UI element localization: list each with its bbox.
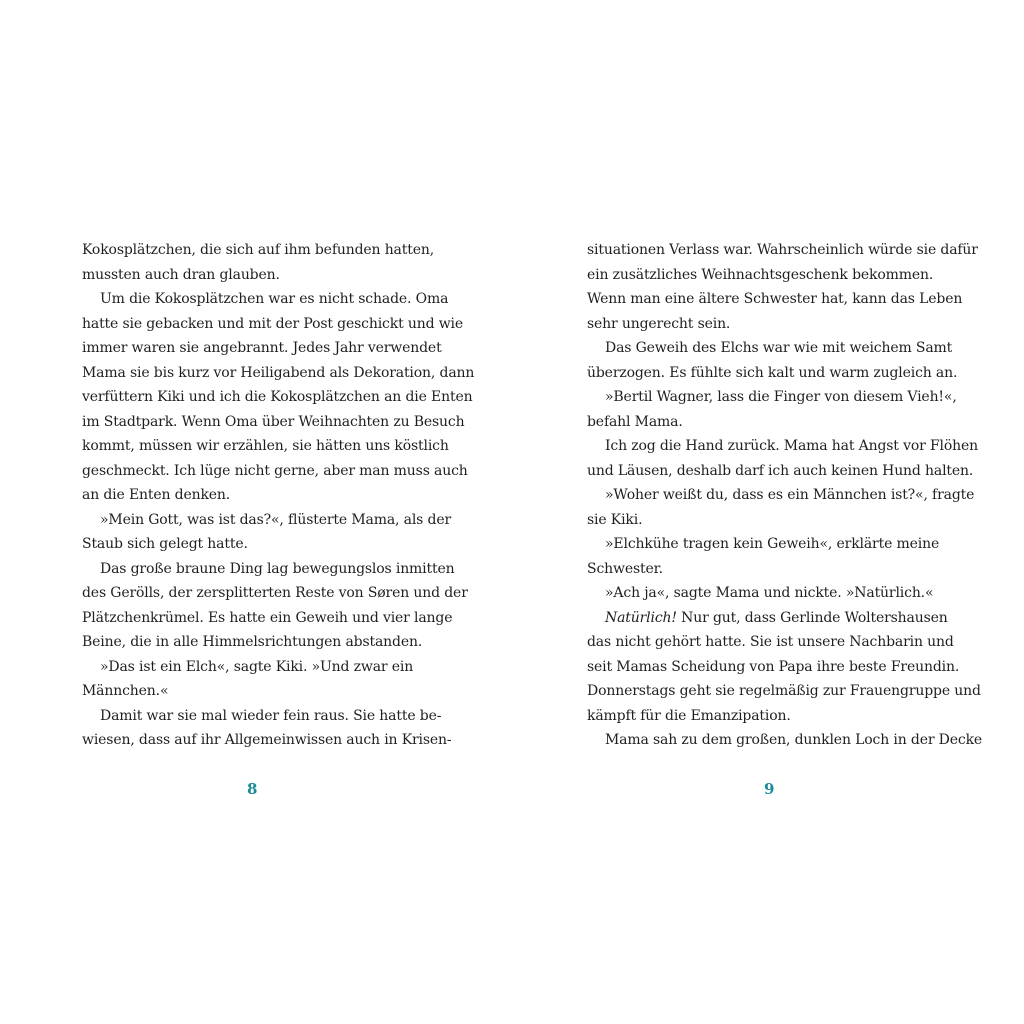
page-number-left: 8 xyxy=(247,780,258,798)
text-line xyxy=(82,312,463,337)
text-line xyxy=(587,434,979,459)
text-line-content: befahl Mama. xyxy=(587,413,683,430)
text-line xyxy=(587,704,947,729)
text-line xyxy=(587,679,981,704)
text-line-content: Beine, die in alle Himmelsrichtungen abstanden. xyxy=(82,634,423,650)
text-line-content: wiesen, dass auf ihr Allgemeinwissen auch in Krisen- xyxy=(82,732,452,748)
text-line xyxy=(587,606,947,631)
text-line-content: »Elchkühe tragen kein Geweih«, erklärte meine xyxy=(605,536,940,552)
text-line xyxy=(587,508,947,533)
left-page xyxy=(82,238,475,753)
text-line xyxy=(587,361,958,386)
text-line xyxy=(82,532,442,557)
text-line-content: »Woher weißt du, dass es ein Männchen ist?«, fragte xyxy=(605,487,975,503)
text-line xyxy=(82,655,442,680)
text-line-content: Schwester. xyxy=(587,560,663,577)
text-line xyxy=(587,630,954,655)
text-line-content: Das Geweih des Elchs war wie mit weichem Samt xyxy=(605,340,953,356)
text-line xyxy=(82,557,455,582)
text-line-content: Männchen.« xyxy=(82,683,169,699)
text-line-content: kämpft für die Emanzipation. xyxy=(587,707,791,724)
text-line xyxy=(587,581,947,606)
text-line xyxy=(587,532,947,557)
text-line xyxy=(82,410,465,435)
text-line-content: das nicht gehört hatte. Sie ist unsere Nachbarin und xyxy=(587,634,954,650)
text-line xyxy=(82,581,468,606)
text-line xyxy=(587,263,947,288)
text-line xyxy=(82,728,452,753)
text-line-content: geschmeckt. Ich lüge nicht gerne, aber man muss auch xyxy=(82,462,468,479)
text-line-content: überzogen. Es fühlte sich kalt und warm zugleich an. xyxy=(587,364,958,381)
text-line-content: Donnerstags geht sie regelmäßig zur Frauengruppe und xyxy=(587,683,981,699)
text-line xyxy=(587,385,957,410)
text-line-content: des Gerölls, der zersplitterten Reste von Søren und der xyxy=(82,585,468,601)
text-line xyxy=(587,655,960,680)
text-line-content: sie Kiki. xyxy=(587,511,643,528)
text-line xyxy=(82,459,468,484)
text-line xyxy=(82,385,473,410)
text-line xyxy=(587,238,978,263)
text-line xyxy=(82,679,442,704)
text-line xyxy=(82,263,442,288)
text-line xyxy=(587,312,947,337)
text-line xyxy=(587,410,947,435)
text-line xyxy=(587,287,963,312)
text-line xyxy=(587,459,974,484)
right-page xyxy=(587,238,983,753)
text-line xyxy=(82,361,475,386)
text-line-content: verfüttern Kiki und ich die Kokosplätzchen an die Enten xyxy=(82,389,473,405)
text-line xyxy=(587,483,975,508)
text-line xyxy=(82,238,442,263)
text-line xyxy=(82,483,442,508)
text-line-content: Das große braune Ding lag bewegungslos inmitten xyxy=(100,560,455,577)
text-line xyxy=(82,606,453,631)
text-line-content: Staub sich gelegt hatte. xyxy=(82,536,248,552)
text-line xyxy=(587,728,983,753)
text-line xyxy=(587,336,953,361)
text-line xyxy=(587,557,947,582)
text-line-content: Mama sie bis kurz vor Heiligabend als Dekoration, dann xyxy=(82,364,475,381)
text-line xyxy=(82,287,449,312)
text-line-content: Um die Kokosplätzchen war es nicht schade. Oma xyxy=(100,291,449,307)
text-line-content: Wenn man eine ältere Schwester hat, kann das Leben xyxy=(587,291,963,307)
italic-emphasis: Natürlich! xyxy=(605,609,677,626)
text-line-content: und Läusen, deshalb darf ich auch keinen Hund halten. xyxy=(587,462,974,479)
text-line-content: »Das ist ein Elch«, sagte Kiki. »Und zwar ein xyxy=(100,658,414,675)
text-line xyxy=(82,630,442,655)
text-line xyxy=(82,704,442,729)
text-line-content: an die Enten denken. xyxy=(82,487,231,503)
text-line-content: »Mein Gott, was ist das?«, flüsterte Mama, als der xyxy=(100,511,451,528)
text-line-content: Plätzchenkrümel. Es hatte ein Geweih und vier lange xyxy=(82,609,453,626)
text-line-content: hatte sie gebacken und mit der Post geschickt und wie xyxy=(82,315,463,332)
text-line-content: Nur gut, dass Gerlinde Woltershausen xyxy=(676,609,948,626)
text-line-content: sehr ungerecht sein. xyxy=(587,315,731,332)
text-line xyxy=(82,508,451,533)
text-line-content: seit Mamas Scheidung von Papa ihre beste Freundin. xyxy=(587,658,960,675)
text-line-content: ein zusätzliches Weihnachtsgeschenk bekommen. xyxy=(587,266,934,283)
text-line-content: »Ach ja«, sagte Mama und nickte. »Natürlich.« xyxy=(605,585,934,601)
text-line-content: Ich zog die Hand zurück. Mama hat Angst vor Flöhen xyxy=(605,438,979,454)
text-line-content: mussten auch dran glauben. xyxy=(82,266,280,283)
text-line-content: situationen Verlass war. Wahrscheinlich würde sie dafür xyxy=(587,242,978,258)
text-line-content: immer waren sie angebrannt. Jedes Jahr verwendet xyxy=(82,340,442,356)
text-line-content: im Stadtpark. Wenn Oma über Weihnachten zu Besuch xyxy=(82,413,465,430)
text-line-content: Mama sah zu dem großen, dunklen Loch in der Decke xyxy=(605,732,983,748)
text-line xyxy=(82,336,442,361)
page-number-right: 9 xyxy=(764,780,775,798)
text-line-content: kommt, müssen wir erzählen, sie hätten uns köstlich xyxy=(82,438,449,454)
text-line xyxy=(82,434,449,459)
text-line-content: Damit war sie mal wieder fein raus. Sie hatte be- xyxy=(100,707,442,724)
text-line-content: »Bertil Wagner, lass die Finger von diesem Vieh!«, xyxy=(605,389,957,405)
text-line-content: Kokosplätzchen, die sich auf ihm befunden hatten, xyxy=(82,242,435,258)
